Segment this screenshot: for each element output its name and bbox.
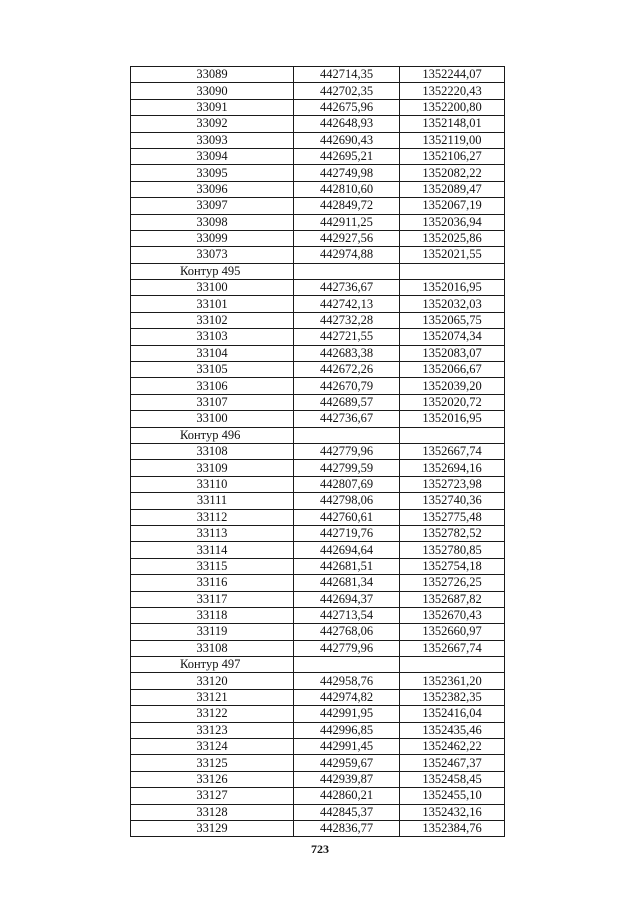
table-row [131,67,505,83]
y-coordinate-cell: 1352039,20 [400,378,505,394]
x-coordinate-cell: 442939,87 [294,771,400,787]
contour-label: Контур 497 [131,657,294,673]
y-coordinate-cell: 1352021,55 [400,247,505,263]
empty-cell [294,427,400,443]
coordinates-table-body [131,67,505,837]
table-row [131,312,505,328]
y-coordinate-cell: 1352036,94 [400,214,505,230]
table-row [131,198,505,214]
x-coordinate-cell: 442742,13 [294,296,400,312]
empty-cell [294,657,400,673]
table-row [131,755,505,771]
x-coordinate-cell: 442768,06 [294,624,400,640]
table-row [131,771,505,787]
table-row [131,378,505,394]
y-coordinate-cell: 1352361,20 [400,673,505,689]
point-id-cell: 33109 [131,460,294,476]
contour-header-row [131,263,505,279]
table-row [131,558,505,574]
point-id-cell: 33100 [131,280,294,296]
y-coordinate-cell: 1352740,36 [400,493,505,509]
table-row [131,230,505,246]
y-coordinate-cell: 1352455,10 [400,788,505,804]
y-coordinate-cell: 1352754,18 [400,558,505,574]
table-row [131,132,505,148]
point-id-cell: 33105 [131,362,294,378]
x-coordinate-cell: 442689,57 [294,394,400,410]
x-coordinate-cell: 442958,76 [294,673,400,689]
empty-cell [294,263,400,279]
y-coordinate-cell: 1352782,52 [400,525,505,541]
table-row [131,788,505,804]
point-id-cell: 33123 [131,722,294,738]
contour-header-row [131,427,505,443]
x-coordinate-cell: 442991,45 [294,739,400,755]
y-coordinate-cell: 1352074,34 [400,329,505,345]
point-id-cell: 33099 [131,230,294,246]
x-coordinate-cell: 442694,37 [294,591,400,607]
table-row [131,116,505,132]
y-coordinate-cell: 1352200,80 [400,99,505,115]
x-coordinate-cell: 442810,60 [294,181,400,197]
point-id-cell: 33093 [131,132,294,148]
table-row [131,722,505,738]
table-row [131,689,505,705]
contour-label: Контур 496 [131,427,294,443]
x-coordinate-cell: 442749,98 [294,165,400,181]
point-id-cell: 33107 [131,394,294,410]
point-id-cell: 33096 [131,181,294,197]
x-coordinate-cell: 442991,95 [294,706,400,722]
y-coordinate-cell: 1352384,76 [400,820,505,836]
x-coordinate-cell: 442702,35 [294,83,400,99]
x-coordinate-cell: 442690,43 [294,132,400,148]
point-id-cell: 33116 [131,575,294,591]
table-row [131,214,505,230]
table-row [131,411,505,427]
point-id-cell: 33106 [131,378,294,394]
point-id-cell: 33122 [131,706,294,722]
x-coordinate-cell: 442860,21 [294,788,400,804]
y-coordinate-cell: 1352106,27 [400,148,505,164]
x-coordinate-cell: 442675,96 [294,99,400,115]
y-coordinate-cell: 1352244,07 [400,67,505,83]
x-coordinate-cell: 442799,59 [294,460,400,476]
x-coordinate-cell: 442681,34 [294,575,400,591]
empty-cell [400,427,505,443]
empty-cell [400,657,505,673]
point-id-cell: 33108 [131,640,294,656]
x-coordinate-cell: 442807,69 [294,476,400,492]
contour-label: Контур 495 [131,263,294,279]
point-id-cell: 33108 [131,443,294,459]
point-id-cell: 33094 [131,148,294,164]
table-row [131,345,505,361]
table-row [131,493,505,509]
y-coordinate-cell: 1352780,85 [400,542,505,558]
x-coordinate-cell: 442927,56 [294,230,400,246]
point-id-cell: 33098 [131,214,294,230]
point-id-cell: 33112 [131,509,294,525]
x-coordinate-cell: 442695,21 [294,148,400,164]
point-id-cell: 33128 [131,804,294,820]
table-row [131,624,505,640]
table-row [131,99,505,115]
table-row [131,443,505,459]
point-id-cell: 33073 [131,247,294,263]
point-id-cell: 33113 [131,525,294,541]
y-coordinate-cell: 1352382,35 [400,689,505,705]
x-coordinate-cell: 442714,35 [294,67,400,83]
point-id-cell: 33100 [131,411,294,427]
point-id-cell: 33097 [131,198,294,214]
point-id-cell: 33126 [131,771,294,787]
point-id-cell: 33117 [131,591,294,607]
y-coordinate-cell: 1352083,07 [400,345,505,361]
table-row [131,607,505,623]
point-id-cell: 33118 [131,607,294,623]
y-coordinate-cell: 1352220,43 [400,83,505,99]
point-id-cell: 33121 [131,689,294,705]
x-coordinate-cell: 442694,64 [294,542,400,558]
table-row [131,739,505,755]
table-row [131,247,505,263]
y-coordinate-cell: 1352082,22 [400,165,505,181]
y-coordinate-cell: 1352016,95 [400,280,505,296]
y-coordinate-cell: 1352016,95 [400,411,505,427]
x-coordinate-cell: 442779,96 [294,640,400,656]
x-coordinate-cell: 442672,26 [294,362,400,378]
x-coordinate-cell: 442974,82 [294,689,400,705]
point-id-cell: 33110 [131,476,294,492]
x-coordinate-cell: 442670,79 [294,378,400,394]
table-row [131,280,505,296]
y-coordinate-cell: 1352775,48 [400,509,505,525]
table-row [131,460,505,476]
table-row [131,575,505,591]
contour-header-row [131,657,505,673]
y-coordinate-cell: 1352723,98 [400,476,505,492]
x-coordinate-cell: 442719,76 [294,525,400,541]
y-coordinate-cell: 1352032,03 [400,296,505,312]
x-coordinate-cell: 442721,55 [294,329,400,345]
x-coordinate-cell: 442849,72 [294,198,400,214]
y-coordinate-cell: 1352667,74 [400,443,505,459]
x-coordinate-cell: 442732,28 [294,312,400,328]
x-coordinate-cell: 442974,88 [294,247,400,263]
x-coordinate-cell: 442681,51 [294,558,400,574]
table-row [131,706,505,722]
point-id-cell: 33092 [131,116,294,132]
y-coordinate-cell: 1352025,86 [400,230,505,246]
table-row [131,181,505,197]
y-coordinate-cell: 1352458,45 [400,771,505,787]
point-id-cell: 33089 [131,67,294,83]
point-id-cell: 33095 [131,165,294,181]
y-coordinate-cell: 1352670,43 [400,607,505,623]
point-id-cell: 33090 [131,83,294,99]
point-id-cell: 33125 [131,755,294,771]
y-coordinate-cell: 1352726,25 [400,575,505,591]
point-id-cell: 33127 [131,788,294,804]
empty-cell [400,263,505,279]
x-coordinate-cell: 442959,67 [294,755,400,771]
table-row [131,329,505,345]
x-coordinate-cell: 442836,77 [294,820,400,836]
table-row [131,165,505,181]
y-coordinate-cell: 1352067,19 [400,198,505,214]
table-row [131,542,505,558]
y-coordinate-cell: 1352065,75 [400,312,505,328]
x-coordinate-cell: 442798,06 [294,493,400,509]
table-row [131,394,505,410]
table-row [131,296,505,312]
point-id-cell: 33114 [131,542,294,558]
table-row [131,83,505,99]
table-row [131,509,505,525]
table-row [131,525,505,541]
point-id-cell: 33103 [131,329,294,345]
x-coordinate-cell: 442736,67 [294,280,400,296]
point-id-cell: 33124 [131,739,294,755]
y-coordinate-cell: 1352462,22 [400,739,505,755]
table-row [131,591,505,607]
x-coordinate-cell: 442911,25 [294,214,400,230]
table-row [131,673,505,689]
y-coordinate-cell: 1352020,72 [400,394,505,410]
y-coordinate-cell: 1352667,74 [400,640,505,656]
y-coordinate-cell: 1352416,04 [400,706,505,722]
point-id-cell: 33102 [131,312,294,328]
point-id-cell: 33104 [131,345,294,361]
point-id-cell: 33111 [131,493,294,509]
x-coordinate-cell: 442713,54 [294,607,400,623]
table-row [131,820,505,836]
x-coordinate-cell: 442683,38 [294,345,400,361]
y-coordinate-cell: 1352435,46 [400,722,505,738]
y-coordinate-cell: 1352694,16 [400,460,505,476]
table-row [131,640,505,656]
table-row [131,804,505,820]
y-coordinate-cell: 1352119,00 [400,132,505,148]
y-coordinate-cell: 1352089,47 [400,181,505,197]
y-coordinate-cell: 1352066,67 [400,362,505,378]
y-coordinate-cell: 1352467,37 [400,755,505,771]
point-id-cell: 33091 [131,99,294,115]
coordinates-table [130,66,505,837]
point-id-cell: 33119 [131,624,294,640]
x-coordinate-cell: 442760,61 [294,509,400,525]
table-row [131,476,505,492]
x-coordinate-cell: 442736,67 [294,411,400,427]
x-coordinate-cell: 442648,93 [294,116,400,132]
page-number: 723 [311,842,329,856]
x-coordinate-cell: 442845,37 [294,804,400,820]
point-id-cell: 33115 [131,558,294,574]
point-id-cell: 33129 [131,820,294,836]
y-coordinate-cell: 1352148,01 [400,116,505,132]
table-row [131,148,505,164]
table-row [131,362,505,378]
y-coordinate-cell: 1352432,16 [400,804,505,820]
point-id-cell: 33101 [131,296,294,312]
point-id-cell: 33120 [131,673,294,689]
x-coordinate-cell: 442779,96 [294,443,400,459]
y-coordinate-cell: 1352660,97 [400,624,505,640]
y-coordinate-cell: 1352687,82 [400,591,505,607]
x-coordinate-cell: 442996,85 [294,722,400,738]
